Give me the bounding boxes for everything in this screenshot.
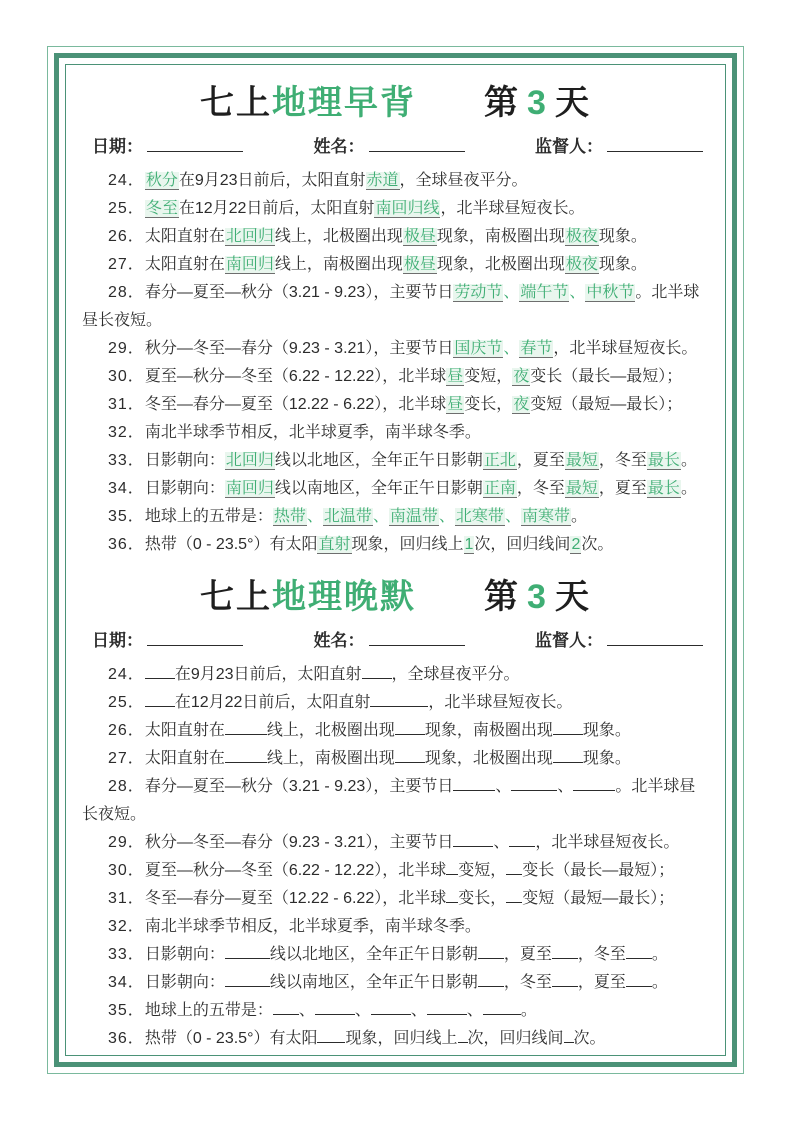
answer-text: 昼 — [447, 396, 464, 413]
item-text: ，北半球昼短夜长。 — [535, 834, 680, 851]
date-field-label: 日期： — [92, 631, 143, 650]
item-number: 30． — [108, 368, 145, 385]
question-item — [82, 251, 709, 279]
supervisor-field-line — [607, 136, 703, 152]
item-text: 秋分—冬至—春分（9.23 - 3.21），主要节日 — [144, 834, 454, 851]
blank-line — [371, 999, 411, 1015]
question-item — [82, 279, 709, 335]
name-field-line — [369, 136, 465, 152]
answer-separator: 、 — [372, 508, 389, 525]
item-text: 夏至—秋分—冬至（6.22 - 12.22），北半球 — [144, 862, 447, 879]
section-title — [82, 569, 709, 618]
item-text: 现象。 — [582, 722, 631, 739]
blank-line — [458, 1027, 468, 1043]
item-number: 36． — [108, 536, 145, 553]
answer-text: 夜 — [513, 396, 530, 413]
answer-text: 南寒带 — [521, 508, 570, 525]
answer-text: 夜 — [513, 368, 530, 385]
blank-line — [315, 999, 355, 1015]
blank-line — [506, 859, 522, 875]
answer-text: 极昼 — [403, 256, 436, 273]
supervisor-field — [535, 132, 703, 157]
question-item — [82, 969, 709, 997]
outer-border-line — [47, 46, 744, 1074]
blank-line — [511, 775, 557, 791]
blank-line — [395, 719, 425, 735]
blank-line — [478, 943, 504, 959]
thick-border-line — [54, 53, 737, 1067]
item-text: 、 — [298, 1002, 315, 1019]
worksheet-content — [66, 65, 725, 1055]
name-field — [314, 132, 465, 157]
answer-text: 北寒带 — [455, 508, 504, 525]
question-item — [82, 885, 709, 913]
item-text: 变长（最长—最短）； — [522, 862, 675, 879]
item-text: 。 — [520, 1002, 537, 1019]
title-course: 七上 — [200, 84, 273, 122]
question-item — [82, 773, 709, 829]
question-item — [82, 391, 709, 419]
item-text: 现象。 — [598, 256, 647, 273]
item-text: 。 — [680, 452, 697, 469]
answer-text: 冬至 — [145, 200, 178, 217]
header-fields — [82, 624, 709, 661]
answer-separator: 、 — [503, 284, 520, 301]
item-text: ，冬至 — [598, 452, 647, 469]
question-item — [82, 531, 709, 559]
answer-text: 劳动节 — [454, 284, 503, 301]
blank-line — [446, 887, 458, 903]
item-text: 太阳直射在 — [144, 256, 225, 273]
item-number: 31． — [108, 396, 145, 413]
item-text: 秋分—冬至—春分（9.23 - 3.21），主要节日 — [144, 340, 454, 357]
item-text: ，北半球昼短夜长。 — [553, 340, 698, 357]
answer-text: 极昼 — [403, 228, 436, 245]
question-list — [82, 661, 709, 1053]
answer-text: 正北 — [483, 452, 516, 469]
answer-text: 南回归 — [225, 480, 274, 497]
answer-separator: 、 — [504, 508, 521, 525]
supervisor-field-label: 监督人： — [535, 137, 603, 156]
answer-text: 南回归 — [225, 256, 274, 273]
item-text: 日影朝向： — [144, 974, 225, 991]
section-title — [82, 75, 709, 124]
item-text: 现象。 — [582, 750, 631, 767]
item-text: 、 — [557, 778, 574, 795]
item-text: 次，回归线间 — [467, 1030, 564, 1047]
question-item — [82, 195, 709, 223]
item-text: 春分—夏至—秋分（3.21 - 9.23），主要节日 — [144, 284, 454, 301]
item-number: 25． — [108, 694, 145, 711]
blank-line — [509, 831, 535, 847]
name-field-label: 姓名： — [313, 631, 365, 650]
day-number: 3 — [527, 578, 548, 616]
item-text: 现象，北极圈出现 — [436, 256, 565, 273]
question-item — [82, 745, 709, 773]
item-number: 33． — [108, 452, 145, 469]
answer-text: 北回归 — [225, 452, 274, 469]
item-text: 太阳直射在 — [144, 722, 225, 739]
item-text: 现象，南极圈出现 — [424, 722, 553, 739]
item-text: 次。 — [573, 1030, 606, 1047]
blank-line — [427, 999, 467, 1015]
item-text: 线上，南极圈出现 — [274, 256, 403, 273]
item-text: ，冬至 — [577, 946, 626, 963]
answer-text: 春节 — [520, 340, 553, 357]
header-fields — [82, 130, 709, 167]
supervisor-field-line — [607, 630, 703, 646]
item-text: 热带（0 - 23.5°）有太阳 — [144, 1030, 318, 1047]
item-text: 太阳直射在 — [144, 750, 225, 767]
item-text: 线以北地区，全年正午日影朝 — [274, 452, 483, 469]
answer-text: 热带 — [273, 508, 306, 525]
answer-text: 最长 — [647, 452, 680, 469]
item-number: 32． — [108, 918, 145, 935]
item-text: 变短（最短—最长）； — [522, 890, 675, 907]
blank-line — [362, 663, 392, 679]
blank-line — [564, 1027, 574, 1043]
blank-line — [478, 971, 504, 987]
blank-line — [553, 719, 583, 735]
question-item — [82, 857, 709, 885]
answer-text: 秋分 — [145, 172, 178, 189]
item-text: 变短， — [458, 862, 507, 879]
item-text: 南北半球季节相反，北半球夏季，南半球冬季。 — [144, 424, 481, 441]
blank-line — [273, 999, 299, 1015]
day-suffix: 天 — [554, 578, 591, 616]
item-number: 32． — [108, 424, 145, 441]
date-field-label: 日期： — [92, 137, 143, 156]
question-item — [82, 717, 709, 745]
item-text: 现象，回归线上 — [351, 536, 464, 553]
day-suffix: 天 — [554, 84, 591, 122]
question-item — [82, 689, 709, 717]
answer-text: 极夜 — [565, 228, 598, 245]
answer-separator: 、 — [306, 508, 323, 525]
blank-line — [395, 747, 425, 763]
item-text: 在9月23日前后，太阳直射 — [174, 666, 362, 683]
answer-separator: 、 — [569, 284, 586, 301]
item-text: ，北半球昼短夜长。 — [440, 200, 585, 217]
question-item — [82, 913, 709, 941]
question-item — [82, 223, 709, 251]
item-text: 、 — [493, 834, 510, 851]
answer-text: 国庆节 — [454, 340, 503, 357]
item-number: 29． — [108, 834, 145, 851]
item-text: 南北半球季节相反，北半球夏季，南半球冬季。 — [144, 918, 481, 935]
item-text: 、 — [354, 1002, 371, 1019]
item-text: ，北半球昼短夜长。 — [428, 694, 573, 711]
question-item — [82, 941, 709, 969]
item-text: 。 — [651, 974, 668, 991]
name-field — [314, 626, 465, 651]
date-field — [92, 132, 243, 157]
item-number: 30． — [108, 862, 145, 879]
answer-text: 北回归 — [225, 228, 274, 245]
blank-line — [552, 943, 578, 959]
item-number: 24． — [108, 666, 145, 683]
item-text: 现象，回归线上 — [345, 1030, 458, 1047]
question-item — [82, 997, 709, 1025]
question-item — [82, 661, 709, 689]
date-field-line — [147, 630, 243, 646]
item-number: 28． — [108, 778, 145, 795]
blank-line — [225, 719, 267, 735]
answer-text: 最短 — [565, 480, 598, 497]
blank-line — [145, 663, 175, 679]
question-item — [82, 335, 709, 363]
item-text: 线以北地区，全年正午日影朝 — [269, 946, 478, 963]
title-course-subject — [200, 569, 416, 618]
item-text: 变长， — [458, 890, 507, 907]
item-number: 28． — [108, 284, 145, 301]
title-course-subject — [200, 75, 416, 124]
answer-text: 最长 — [647, 480, 680, 497]
answer-text: 端午节 — [520, 284, 569, 301]
question-item — [82, 475, 709, 503]
item-text: 变短， — [464, 368, 513, 385]
question-item — [82, 829, 709, 857]
item-text: 。 — [651, 946, 668, 963]
item-number: 27． — [108, 256, 145, 273]
name-field-label: 姓名： — [313, 137, 365, 156]
item-text: 、 — [410, 1002, 427, 1019]
name-field-line — [369, 630, 465, 646]
item-text: 线以南地区，全年正午日影朝 — [269, 974, 478, 991]
blank-line — [145, 691, 175, 707]
item-text: 地球上的五带是： — [144, 508, 273, 525]
item-text: 在9月23日前后，太阳直射 — [178, 172, 366, 189]
day-prefix: 第 — [484, 84, 521, 122]
answer-text: 直射 — [318, 536, 351, 553]
question-item — [82, 503, 709, 531]
day-number: 3 — [527, 84, 548, 122]
answer-separator: 、 — [503, 340, 520, 357]
item-text: 在12月22日前后，太阳直射 — [174, 694, 371, 711]
item-text: 变短（最短—最长）； — [530, 396, 683, 413]
date-field — [92, 626, 243, 651]
item-text: 现象，南极圈出现 — [436, 228, 565, 245]
blank-line — [446, 859, 458, 875]
item-text: 线以南地区，全年正午日影朝 — [274, 480, 483, 497]
item-text: ，冬至 — [516, 480, 565, 497]
item-text: 太阳直射在 — [144, 228, 225, 245]
answer-text: 极夜 — [565, 256, 598, 273]
item-text: 冬至—春分—夏至（12.22 - 6.22），北半球 — [144, 890, 447, 907]
question-item — [82, 167, 709, 195]
question-item — [82, 1025, 709, 1053]
item-text: 。 — [570, 508, 587, 525]
blank-line — [552, 971, 578, 987]
item-text: 。北半球昼长夜短。 — [82, 284, 700, 329]
blank-line — [453, 775, 495, 791]
title-course: 七上 — [200, 578, 273, 616]
item-text: 热带（0 - 23.5°）有太阳 — [144, 536, 318, 553]
item-text: ，冬至 — [503, 974, 552, 991]
item-text: 变长， — [464, 396, 513, 413]
item-text: 夏至—秋分—冬至（6.22 - 12.22），北半球 — [144, 368, 447, 385]
item-text: 现象，北极圈出现 — [424, 750, 553, 767]
item-text: 现象。 — [598, 228, 647, 245]
blank-line — [573, 775, 615, 791]
item-text: 日影朝向： — [144, 946, 225, 963]
item-text: 次。 — [581, 536, 614, 553]
item-text: ，夏至 — [598, 480, 647, 497]
blank-line — [225, 747, 267, 763]
item-number: 34． — [108, 974, 145, 991]
item-text: 日影朝向： — [144, 480, 225, 497]
item-text: 、 — [495, 778, 512, 795]
answer-separator: 、 — [438, 508, 455, 525]
item-number: 29． — [108, 340, 145, 357]
item-text: 次，回归线间 — [474, 536, 571, 553]
item-text: 线上，南极圈出现 — [266, 750, 395, 767]
item-text: 春分—夏至—秋分（3.21 - 9.23），主要节日 — [144, 778, 454, 795]
answer-text: 南温带 — [389, 508, 438, 525]
answer-text: 2 — [571, 536, 581, 553]
section-morning — [82, 75, 709, 559]
answer-text: 1 — [464, 536, 474, 553]
blank-line — [317, 1027, 345, 1043]
title-subject: 地理晚默 — [272, 578, 417, 616]
item-text: ，夏至 — [516, 452, 565, 469]
section-evening — [82, 569, 709, 1053]
item-number: 35． — [108, 508, 145, 525]
blank-line — [553, 747, 583, 763]
item-text: 线上，北极圈出现 — [274, 228, 403, 245]
blank-line — [626, 943, 652, 959]
title-day — [484, 75, 591, 124]
answer-text: 南回归线 — [375, 200, 440, 217]
answer-text: 中秋节 — [586, 284, 635, 301]
item-text: ，夏至 — [503, 946, 552, 963]
question-item — [82, 419, 709, 447]
item-number: 26． — [108, 722, 145, 739]
item-text: 日影朝向： — [144, 452, 225, 469]
blank-line — [626, 971, 652, 987]
blank-line — [225, 943, 270, 959]
date-field-line — [147, 136, 243, 152]
blank-line — [370, 691, 428, 707]
item-text: 。北半球昼长夜短。 — [82, 778, 696, 823]
question-item — [82, 447, 709, 475]
blank-line — [453, 831, 493, 847]
supervisor-field — [535, 626, 703, 651]
item-text: 、 — [466, 1002, 483, 1019]
answer-text: 北温带 — [323, 508, 372, 525]
item-number: 35． — [108, 1002, 145, 1019]
item-text: ，夏至 — [577, 974, 626, 991]
day-prefix: 第 — [484, 578, 521, 616]
item-number: 27． — [108, 750, 145, 767]
item-number: 31． — [108, 890, 145, 907]
item-text: 地球上的五带是： — [144, 1002, 273, 1019]
item-text: 。 — [680, 480, 697, 497]
item-text: ，全球昼夜平分。 — [399, 172, 528, 189]
answer-text: 昼 — [447, 368, 464, 385]
blank-line — [483, 999, 521, 1015]
title-day — [484, 569, 591, 618]
answer-text: 最短 — [565, 452, 598, 469]
item-text: 变长（最长—最短）； — [530, 368, 683, 385]
item-number: 25． — [108, 200, 145, 217]
title-subject: 地理早背 — [272, 84, 417, 122]
answer-text: 赤道 — [366, 172, 399, 189]
blank-line — [506, 887, 522, 903]
inner-border-line — [65, 64, 726, 1056]
item-number: 24． — [108, 172, 145, 189]
question-list — [82, 167, 709, 559]
item-number: 33． — [108, 946, 145, 963]
item-number: 36． — [108, 1030, 145, 1047]
question-item — [82, 363, 709, 391]
answer-text: 正南 — [483, 480, 516, 497]
item-text: 线上，北极圈出现 — [266, 722, 395, 739]
item-text: 在12月22日前后，太阳直射 — [178, 200, 375, 217]
supervisor-field-label: 监督人： — [535, 631, 603, 650]
item-text: 冬至—春分—夏至（12.22 - 6.22），北半球 — [144, 396, 447, 413]
blank-line — [225, 971, 270, 987]
item-number: 34． — [108, 480, 145, 497]
item-text: ，全球昼夜平分。 — [391, 666, 520, 683]
item-number: 26． — [108, 228, 145, 245]
